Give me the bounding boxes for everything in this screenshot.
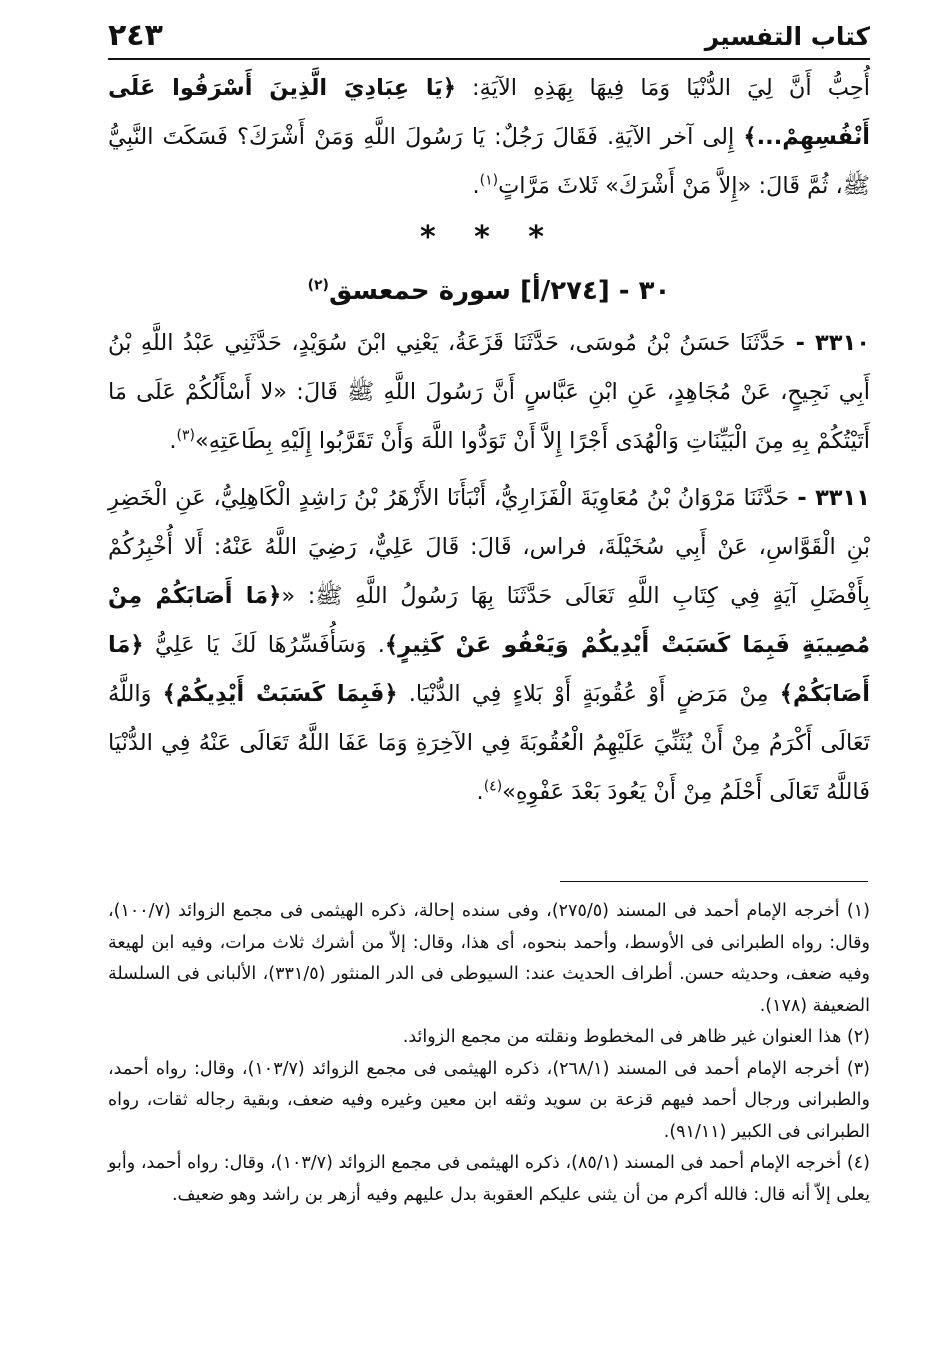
page-header	[108, 16, 870, 60]
hadith-text-4: وَاللَّهُ تَعَالَى أَكْرَمُ مِنْ أَنْ يُثَنِّيَ عَلَيْهِمُ الْعُقُوبَةَ فِي الآخِرَةِ وَمَا عَفَا اللَّهُ تَعَالَى عَنْهُ فِي الدُّنْيَا فَاللَّهُ تَعَالَى أَحْلَمُ مِنْ أَنْ يَعُودَ بَعْدَ عَفْوِهِ»	[108, 681, 870, 805]
hadith-end: .	[169, 428, 177, 454]
book-title: كتاب التفسير	[704, 22, 870, 51]
footnote-ref: (١)	[479, 172, 499, 189]
footnote-4: (٤) أخرجه الإمام أحمد فى المسند (٨٥/١)، ذكره الهيثمى فى مجمع الزوائد (١٠٣/٧)، وقال: رواه أحمد، وأبو يعلى إلاّ أنه قال: فالله أكرم من أن يثنى عليكم العقوبة بدل عليهم وفيه أزهر بن راشد وهو ضعيف.	[108, 1153, 870, 1205]
hadith-text-1: حَدَّثَنَا مَرْوَانُ بْنُ مُعَاوِيَةَ الْفَزَارِيُّ، أَنْبَأَنَا الأَزْهَرُ بْنُ رَاشِدٍ الْكَاهِلِيُّ، عَنِ الْخَضِرِ بْنِ الْقَوَّاسِ، عَنْ أَبِي سُخَيْلَةَ، فراس، قَالَ: قَالَ عَلِيٌّ، رَضِيَ اللَّهُ عَنْهُ: أَلا أُخْبِرُكُمْ بِأَفْضَلِ آيَةٍ فِي كِتَابِ اللَّهِ تَعَالَى حَدَّثَنَا بِهَا رَسُولُ اللَّهِ ﷺ: «	[108, 485, 870, 609]
footnote-ref: (٤)	[483, 778, 503, 795]
intro-end: .	[472, 173, 480, 199]
hadith-number: ٣٣١٠ -	[785, 330, 870, 356]
section-separator: * * *	[420, 220, 558, 255]
section-heading	[108, 263, 870, 319]
hadith-number: ٣٣١١ -	[789, 485, 870, 511]
footnote-3: (٣) أخرجه الإمام أحمد فى المسند (٢٦٨/١)، ذكره الهيثمى فى مجمع الزوائد (١٠٣/٧)، وقال: رواه أحمد، والطبرانى ورجال أحمد فيهم قزعة بن سويد وثقه ابن معين وغيره وفيه ضعف، وبقية رجاله ثقات، رواه الطبرانى فى الكبير (٩١/١١).	[108, 1058, 870, 1142]
intro-paragraph	[108, 64, 870, 211]
main-text	[108, 64, 870, 817]
footnote-ref: (٣)	[176, 427, 195, 444]
footnote-2: (٢) هذا العنوان غير ظاهر فى المخطوط ونقلته من مجمع الزوائد.	[402, 1027, 870, 1047]
hadith-text-3: مِنْ مَرَضٍ أَوْ عُقُوبَةٍ أَوْ بَلاءٍ فِي الدُّنْيَا.	[397, 681, 780, 707]
hadith-end: .	[476, 779, 484, 805]
quran-verse: ﴿يَا عِبَادِيَ الَّذِينَ أَسْرَفُوا عَلَى أَنْفُسِهِمْ...﴾	[108, 75, 870, 150]
section-title: ٣٠ - [٢٧٤/أ] سورة حمعسق	[328, 276, 671, 306]
quran-verse: ﴿فَبِمَا كَسَبَتْ أَيْدِيكُمْ﴾	[162, 681, 398, 707]
hadith-text-2: . وَسَأُفَسِّرُهَا لَكَ يَا عَلِيُّ	[143, 632, 385, 658]
footnote-1: (١) أخرجه الإمام أحمد فى المسند (٢٧٥/٥)، وفى سنده إحالة، ذكره الهيثمى فى مجمع الزوائد (١٠٠/٧)، وقال: رواه الطبرانى فى الأوسط، وأحمد بنحوه، أى هذا، وقال: إلاّ من أشرك ثلاث مرات، وفيه ابن لهيعة وفيه ضعف، وحديثه حسن. أطراف الحديث عند: السيوطى فى الدر المنثور (٣٣١/٥)، الألبانى فى السلسلة الضعيفة (١٧٨).	[108, 901, 871, 1016]
hadith-3311	[108, 474, 870, 817]
intro-text-a: أُحِبُّ أَنَّ لِيَ الدُّنْيَا وَمَا فِيهَا بِهَذِهِ الآيَةِ:	[455, 75, 870, 101]
footnote-ref: (٢)	[307, 277, 329, 294]
hadith-text: حَدَّثَنَا حَسَنُ بْنُ مُوسَى، حَدَّثَنَا قَزَعَةُ، يَعْنِي ابْنَ سُوَيْدٍ، حَدَّثَنِي عَبْدُ اللَّهِ بْنُ أَبِي نَجِيحٍ، عَنْ مُجَاهِدٍ، عَنِ ابْنِ عَبَّاسٍ أَنَّ رَسُولَ اللَّهِ ﷺ قَالَ: «لا أَسْأَلُكُمْ عَلَى مَا أَتَيْتُكُمْ بِهِ مِنَ الْبَيِّنَاتِ وَالْهُدَى أَجْرًا إِلاَّ أَنْ تَوَدُّوا اللَّهَ وَأَنْ تَقَرَّبُوا إِلَيْهِ بِطَاعَتِهِ»	[108, 330, 870, 454]
footnote-divider	[560, 881, 868, 882]
page-number: ٢٤٣	[108, 18, 163, 53]
quran-verse: ﴿مَا أَصَابَكُمْ مِنْ مُصِيبَةٍ فَبِمَا كَسَبَتْ أَيْدِيكُمْ وَيَعْفُو عَنْ كَثِيرٍ﴾	[108, 583, 871, 658]
hadith-3310	[108, 319, 870, 466]
intro-text-b: إِلى آخر الآيَةِ. فَقَالَ رَجُلٌ: يَا رَسُولَ اللَّهِ وَمَنْ أَشْرَكَ؟ فَسَكَتَ النَّبِيُّ ﷺ، ثُمَّ قَالَ: «إِلاَّ مَنْ أَشْرَكَ» ثَلاثَ مَرَّاتٍ	[108, 124, 870, 199]
quran-verse: ﴿مَا أَصَابَكُمْ﴾	[108, 632, 870, 707]
footnotes	[108, 896, 870, 1211]
